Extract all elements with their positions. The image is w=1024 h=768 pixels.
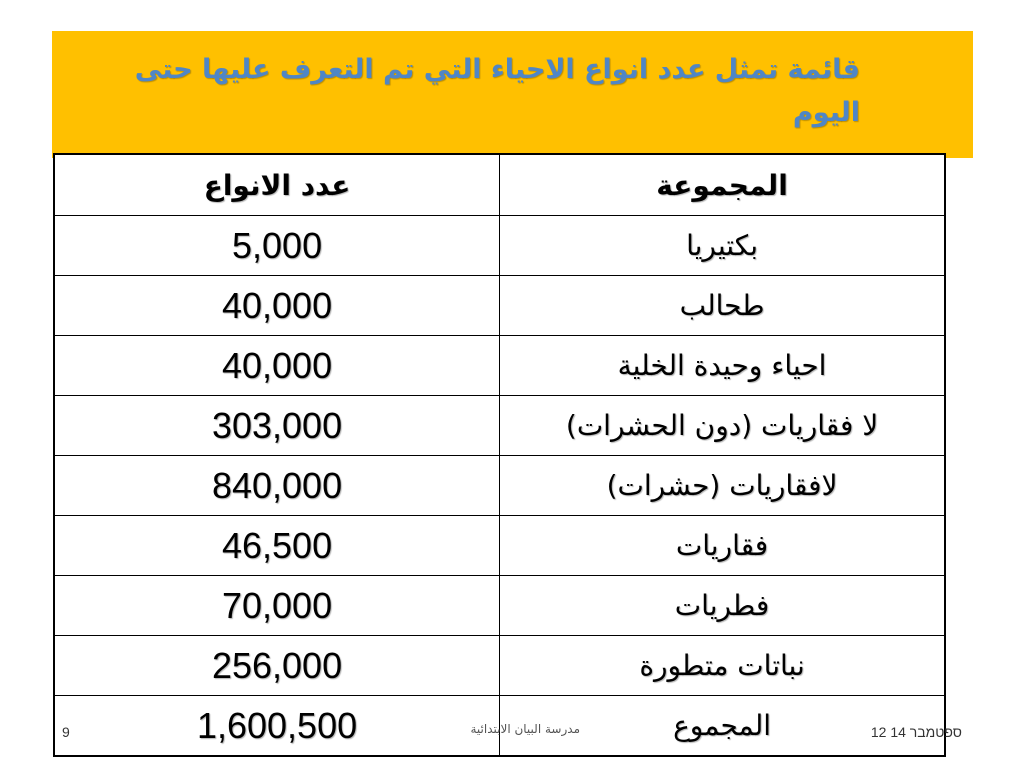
slide-title: قائمة تمثل عدد انواع الاحياء التي تم التعرف عليها حتى اليوم: [134, 54, 860, 128]
group-cell: بكتيريا: [500, 216, 945, 276]
footer-date: 12 ספטמבר 14: [870, 724, 962, 740]
table-header-row: [54, 154, 945, 216]
count-cell: 46,500: [54, 516, 500, 576]
table-row: [54, 456, 945, 516]
count-cell: 40,000: [54, 276, 500, 336]
table-row: [54, 396, 945, 456]
species-table: [53, 153, 946, 757]
count-cell: 840,000: [54, 456, 500, 516]
group-cell: لافقاريات (حشرات): [500, 456, 945, 516]
count-cell: 303,000: [54, 396, 500, 456]
count-cell: 40,000: [54, 336, 500, 396]
table-row: [54, 216, 945, 276]
header-group: المجموعة: [500, 154, 945, 216]
table-row: [54, 576, 945, 636]
group-cell: نباتات متطورة: [500, 636, 945, 696]
total-group-cell: المجموع: [500, 696, 945, 757]
footer-school: مدرسة البيان الابتدائية: [470, 722, 580, 736]
count-cell: 256,000: [54, 636, 500, 696]
table-row: [54, 516, 945, 576]
count-cell: 5,000: [54, 216, 500, 276]
table-row: [54, 336, 945, 396]
total-count-cell: 1,600,500: [54, 696, 500, 757]
header-count: عدد الانواع: [54, 154, 500, 216]
slide-number: 9: [62, 724, 70, 740]
group-cell: فطريات: [500, 576, 945, 636]
group-cell: احياء وحيدة الخلية: [500, 336, 945, 396]
table-row: [54, 276, 945, 336]
table-row: [54, 636, 945, 696]
count-cell: 70,000: [54, 576, 500, 636]
group-cell: طحالب: [500, 276, 945, 336]
group-cell: لا فقاريات (دون الحشرات): [500, 396, 945, 456]
group-cell: فقاريات: [500, 516, 945, 576]
